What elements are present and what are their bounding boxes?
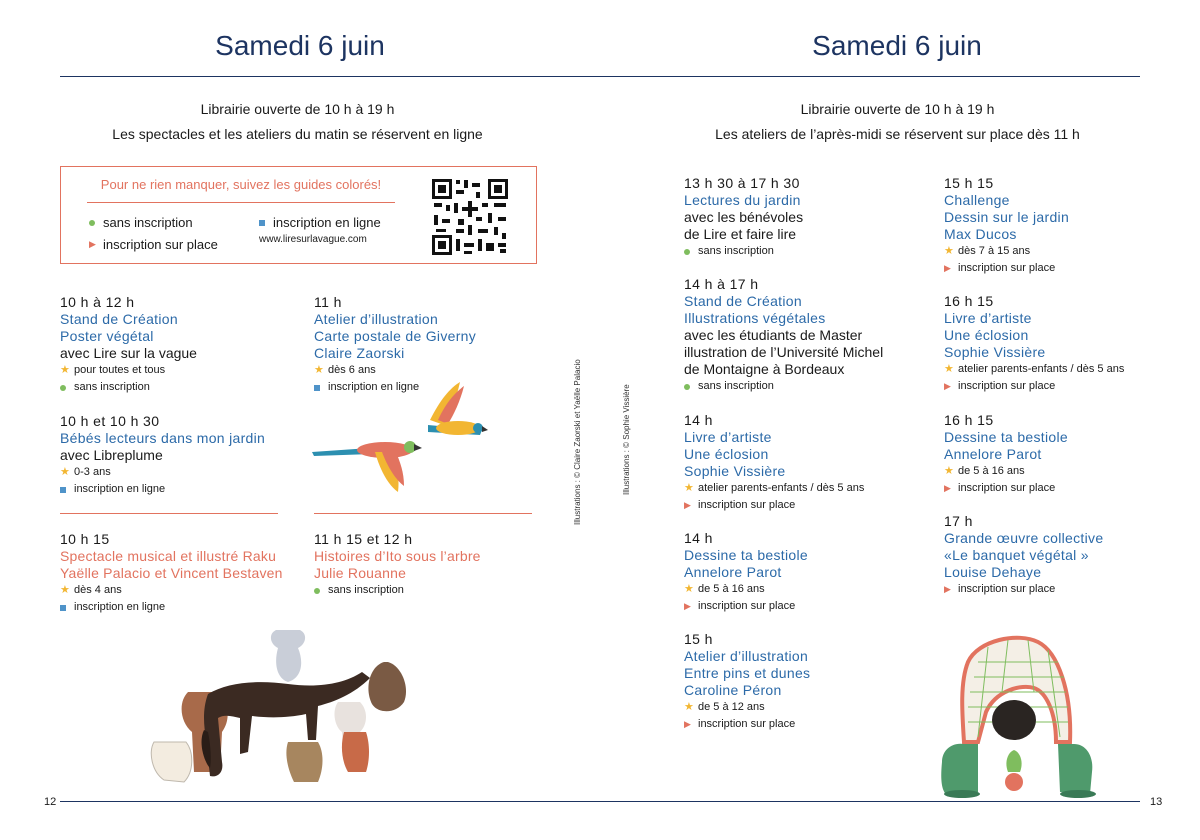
event-subtitle: «Le banquet végétal » xyxy=(944,547,1089,563)
green-dot-icon xyxy=(89,220,95,226)
yellow-star-icon: ★ xyxy=(60,584,70,596)
event-bebes-lecteurs: 10 h et 10 h 30 Bébés lecteurs dans mon jardin avec Libreplume ★ 0-3 ans inscription en ligne xyxy=(60,413,266,495)
blue-square-icon xyxy=(60,487,66,493)
event-artist: Annelore Parot xyxy=(944,446,1042,462)
legend-onsite: ▶ inscription sur place xyxy=(89,237,218,252)
guide-divider xyxy=(87,202,395,203)
event-title: Atelier d’illustration xyxy=(314,311,439,327)
event-title: Bébés lecteurs dans mon jardin xyxy=(60,430,266,446)
legend-no-registration: sans inscription xyxy=(89,215,193,230)
event-title: Dessine ta bestiole xyxy=(944,429,1068,445)
yellow-star-icon: ★ xyxy=(944,465,954,477)
dog-and-vases-illustration xyxy=(148,622,420,792)
event-artist: Sophie Vissière xyxy=(684,463,786,479)
coral-triangle-icon: ▶ xyxy=(944,263,951,273)
event-time: 13 h 30 à 17 h 30 xyxy=(684,175,800,191)
event-artist: Claire Zaorski xyxy=(314,345,405,361)
yellow-star-icon: ★ xyxy=(944,363,954,375)
gardener-illustration xyxy=(938,632,1098,802)
website-link[interactable]: www.liresurlavague.com xyxy=(259,234,367,245)
event-artist: Annelore Parot xyxy=(684,564,782,580)
event-artist: Sophie Vissière xyxy=(944,344,1046,360)
green-dot-icon xyxy=(314,588,320,594)
event-time: 11 h xyxy=(314,294,342,310)
coral-triangle-icon: ▶ xyxy=(944,381,951,391)
event-histoires-ito: 11 h 15 et 12 h Histoires d’Ito sous l’arbre Julie Rouanne sans inscription xyxy=(314,531,481,596)
left-opening-hours: Librairie ouverte de 10 h à 19 h xyxy=(200,101,395,117)
left-page-number: 12 xyxy=(40,796,60,808)
yellow-star-icon: ★ xyxy=(684,583,694,595)
blue-square-icon xyxy=(60,605,66,611)
coral-triangle-icon: ▶ xyxy=(944,584,951,594)
event-title: Lectures du jardin xyxy=(684,192,801,208)
event-spectacle-raku: 10 h 15 Spectacle musical et illustré Raku Yaëlle Palacio et Vincent Bestaven ★ dès 4 ans inscription en ligne xyxy=(60,531,283,613)
event-host: avec Lire sur la vague xyxy=(60,345,197,361)
event-title: Challenge xyxy=(944,192,1010,208)
event-title: Stand de Création xyxy=(60,311,178,327)
right-page-number: 13 xyxy=(1146,796,1166,808)
event-title: Histoires d’Ito sous l’arbre xyxy=(314,548,481,564)
event-host-3: de Montaigne à Bordeaux xyxy=(684,361,845,377)
event-entre-pins-dunes: 15 h Atelier d’illustration Entre pins et dunes Caroline Péron ★ de 5 à 12 ans ▶ inscription sur place xyxy=(684,631,810,733)
event-subtitle: Illustrations végétales xyxy=(684,310,826,326)
green-dot-icon xyxy=(684,249,690,255)
event-time: 15 h xyxy=(684,631,713,647)
yellow-star-icon: ★ xyxy=(60,364,70,376)
right-booking-note: Les ateliers de l’après-midi se réservent sur place dès 11 h xyxy=(715,126,1080,142)
event-host: avec les bénévoles xyxy=(684,209,804,225)
event-time: 16 h 15 xyxy=(944,293,994,309)
event-time: 11 h 15 et 12 h xyxy=(314,531,413,547)
event-title: Livre d’artiste xyxy=(944,310,1032,326)
event-subtitle: Carte postale de Giverny xyxy=(314,328,477,344)
right-page-title: Samedi 6 juin xyxy=(812,30,982,61)
event-dessine-bestiole-16h15: 16 h 15 Dessine ta bestiole Annelore Parot ★ de 5 à 16 ans ▶ inscription sur place xyxy=(944,412,1068,497)
event-lectures-jardin: 13 h 30 à 17 h 30 Lectures du jardin avec les bénévoles de Lire et faire lire sans inscription xyxy=(684,175,804,257)
divider xyxy=(314,513,532,514)
event-time: 14 h xyxy=(684,412,713,428)
coral-triangle-icon: ▶ xyxy=(684,601,691,611)
divider xyxy=(60,513,278,514)
event-subtitle: Entre pins et dunes xyxy=(684,665,811,681)
illustration-credit-left: Illustrations : © Claire Zaorski et Yaëlle Palacio xyxy=(573,359,582,525)
event-title: Livre d’artiste xyxy=(684,429,772,445)
event-host: avec Libreplume xyxy=(60,447,163,463)
event-time: 15 h 15 xyxy=(944,175,994,191)
event-livre-artiste-14h: 14 h Livre d’artiste Une éclosion Sophie Vissière ★ atelier parents-enfants / dès 5 ans ▶ inscription sur place xyxy=(684,412,864,514)
event-subtitle: Une éclosion xyxy=(944,327,1029,343)
coral-triangle-icon: ▶ xyxy=(684,500,691,510)
yellow-star-icon: ★ xyxy=(314,364,324,376)
event-carte-postale: 11 h Atelier d’illustration Carte postale de Giverny Claire Zaorski ★ dès 6 ans inscription en ligne xyxy=(314,294,477,393)
parrots-illustration xyxy=(310,380,490,495)
event-time: 14 h xyxy=(684,530,713,546)
left-booking-note: Les spectacles et les ateliers du matin se réservent en ligne xyxy=(112,126,483,142)
yellow-star-icon: ★ xyxy=(684,482,694,494)
event-artists: Yaëlle Palacio et Vincent Bestaven xyxy=(60,565,283,581)
header-rule xyxy=(60,76,1140,77)
coral-triangle-icon: ▶ xyxy=(944,483,951,493)
green-dot-icon xyxy=(60,385,66,391)
event-artist: Caroline Péron xyxy=(684,682,782,698)
event-title: Dessine ta bestiole xyxy=(684,547,808,563)
event-artist: Julie Rouanne xyxy=(314,565,407,581)
event-title: Stand de Création xyxy=(684,293,802,309)
event-title: Grande œuvre collective xyxy=(944,530,1104,546)
event-dessine-bestiole-14h: 14 h Dessine ta bestiole Annelore Parot ★ de 5 à 16 ans ▶ inscription sur place xyxy=(684,530,808,615)
event-time: 14 h à 17 h xyxy=(684,276,759,292)
event-subtitle: Poster végétal xyxy=(60,328,154,344)
event-poster-vegetal: 10 h à 12 h Stand de Création Poster végétal avec Lire sur la vague ★ pour toutes et tous sans inscription xyxy=(60,294,197,393)
guide-headline: Pour ne rien manquer, suivez les guides colorés! xyxy=(100,177,382,192)
event-time: 10 h à 12 h xyxy=(60,294,135,310)
yellow-star-icon: ★ xyxy=(944,245,954,257)
event-host: avec les étudiants de Master xyxy=(684,327,863,343)
event-title: Spectacle musical et illustré Raku xyxy=(60,548,277,564)
legend-online: inscription en ligne xyxy=(259,215,381,230)
right-opening-hours: Librairie ouverte de 10 h à 19 h xyxy=(800,101,995,117)
event-time: 17 h xyxy=(944,513,973,529)
coral-triangle-icon: ▶ xyxy=(684,719,691,729)
illustration-credit-right: Illustrations : © Sophie Vissière xyxy=(622,384,631,495)
event-illustrations-vegetales: 14 h à 17 h Stand de Création Illustrations végétales avec les étudiants de Master illustration de l’Université Michel de Montaigne à Bordeaux sans inscription xyxy=(684,276,884,392)
yellow-star-icon: ★ xyxy=(60,466,70,478)
event-time: 16 h 15 xyxy=(944,412,994,428)
event-artist: Max Ducos xyxy=(944,226,1017,242)
coral-triangle-icon: ▶ xyxy=(89,239,96,249)
event-oeuvre-collective: 17 h Grande œuvre collective «Le banquet végétal » Louise Dehaye ▶ inscription sur place xyxy=(944,513,1103,598)
event-title: Atelier d’illustration xyxy=(684,648,809,664)
event-artist: Louise Dehaye xyxy=(944,564,1042,580)
event-subtitle: Dessin sur le jardin xyxy=(944,209,1070,225)
event-challenge: 15 h 15 Challenge Dessin sur le jardin Max Ducos ★ dès 7 à 15 ans ▶ inscription sur place xyxy=(944,175,1069,277)
event-time: 10 h 15 xyxy=(60,531,110,547)
green-dot-icon xyxy=(684,384,690,390)
event-time: 10 h et 10 h 30 xyxy=(60,413,160,429)
event-host-2: de Lire et faire lire xyxy=(684,226,797,242)
left-page-title: Samedi 6 juin xyxy=(215,30,385,61)
event-host-2: illustration de l’Université Michel xyxy=(684,344,884,360)
guide-box xyxy=(60,166,537,264)
event-subtitle: Une éclosion xyxy=(684,446,769,462)
yellow-star-icon: ★ xyxy=(684,701,694,713)
qr-code[interactable] xyxy=(431,178,509,256)
event-livre-artiste-16h15: 16 h 15 Livre d’artiste Une éclosion Sophie Vissière ★ atelier parents-enfants / dès 5 ans ▶ inscription sur place xyxy=(944,293,1124,395)
blue-square-icon xyxy=(259,220,265,226)
